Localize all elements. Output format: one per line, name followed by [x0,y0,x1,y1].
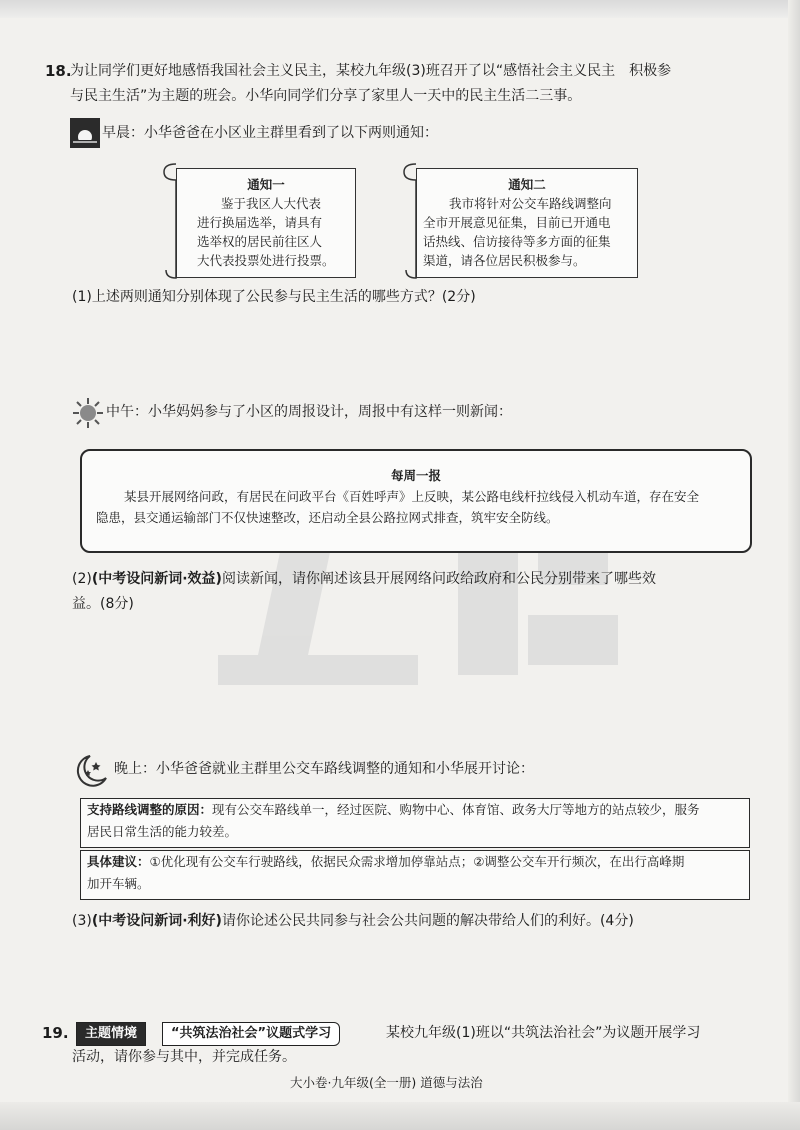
weekly-news-box [80,449,752,553]
notice-two-line: 全市开展意见征集，目前已开通电 [423,215,611,230]
q18-sub3-tag: (中考设问新词·利好) [91,913,222,929]
q18-intro-line1: 为让同学们更好地感悟我国社会主义民主，某校九年级(3)班召开了以“感悟社会主义民主 积极参 [70,63,672,79]
q18-sub3-prefix: (3) [72,913,92,929]
topic-banner: “共筑法治社会”议题式学习 [162,1022,340,1046]
advice-line1-row [81,851,749,873]
q18-morning-text: 早晨：小华爸爸在小区业主群里看到了以下两则通知： [102,125,438,141]
q19-line1: 某校九年级(1)班以“共筑法治社会”为议题开展学习 [386,1025,701,1041]
notice-two-line: 渠道，请各位居民积极参与。 [423,253,586,268]
q18-sub1: (1)上述两则通知分别体现了公民参与民主生活的哪些方式？(2分) [72,289,476,305]
notice-one-line: 大代表投票处进行投票。 [197,253,335,268]
reason-line1-row [81,799,749,821]
news-line2: 隐患，县交通运输部门不仅快速整改，还启动全县公路拉网式排查，筑牢安全防线。 [96,510,559,525]
q18-sub2-tag: (中考设问新词·效益) [91,571,222,587]
sun-icon [72,397,104,429]
theme-banner-label: 主题情境 [76,1022,146,1046]
question-19-number: 19. [42,1024,69,1042]
advice-line2: 加开车辆。 [87,876,150,891]
page-footer: 大小卷·九年级(全一册) 道德与法治 [290,1075,483,1090]
scan-bottom-shadow [0,1102,800,1130]
advice-label: 具体建议： [87,854,150,869]
notice-one-line: 进行换届选举，请具有 [197,215,323,230]
reason-line2: 居民日常生活的能力较差。 [87,824,238,839]
q18-intro-line2: 与民主生活”为主题的班会。小华向同学们分享了家里人一天中的民主生活二三事。 [70,88,582,104]
notice-one-title: 通知一 [247,177,285,192]
notice-one-line: 鉴于我区人大代表 [221,196,322,211]
notice-one-scroll [176,168,356,278]
notice-one-line: 选举权的居民前往区人 [197,234,323,249]
reason-label: 支持路线调整的原因： [87,802,213,817]
notice-two-line: 我市将针对公交车路线调整向 [449,196,612,211]
reason-line1: 现有公交车路线单一，经过医院、购物中心、体育馆、政务大厅等地方的站点较少，服务 [212,802,700,817]
news-title: 每周一报 [390,468,441,483]
question-18-number: 18. [45,62,72,80]
q18-sub2-line1 [72,568,656,590]
q18-evening-text: 晚上：小华爸爸就业主群里公交车路线调整的通知和小华展开讨论： [114,761,534,777]
q18-sub2-line2: 益。(8分) [72,596,134,612]
q18-sub2-text: 阅读新闻，请你阐述该县开展网络问政给政府和公民分别带来了哪些效 [221,571,656,587]
moon-stars-icon [72,752,112,788]
scroll-curl-left-icon [160,160,182,284]
scan-top-shadow [0,0,800,18]
notice-two-line: 话热线、信访接待等多方面的征集 [423,234,611,249]
advice-line1: ①优化现有公交车行驶路线，依据民众需求增加停靠站点；②调整公交车开行频次，在出行高峰期 [149,854,685,869]
scroll-curl-left-icon [400,160,422,284]
scan-right-edge [788,0,800,1130]
q18-noon-text: 中午：小华妈妈参与了小区的周报设计，周报中有这样一则新闻： [106,404,512,420]
q19-line2: 活动，请你参与其中，并完成任务。 [72,1049,296,1065]
notice-two-title: 通知二 [508,177,546,192]
reason-box [80,798,750,848]
notice-two-scroll [416,168,638,278]
q18-sub3-text: 请你论述公民共同参与社会公共问题的解决带给人们的利好。(4分) [221,913,634,929]
news-line1: 某县开展网络问政，有居民在问政平台《百姓呼声》上反映，某公路电线杆拉线侵入机动车道，存在安全 [124,489,700,504]
q18-sub2-prefix: (2) [72,571,92,587]
q18-sub3 [72,910,634,932]
advice-box [80,850,750,900]
sunrise-icon [70,118,100,148]
